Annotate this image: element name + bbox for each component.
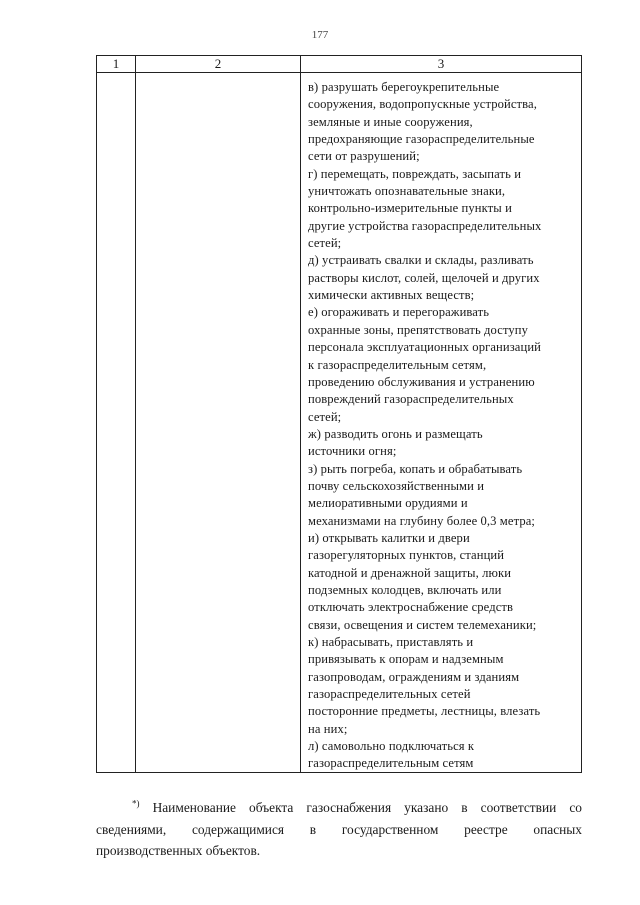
column-3-line: и) открывать калитки и двери [308, 530, 470, 545]
requirements-table [96, 55, 582, 773]
column-3-line: газопроводам, ограждениям и зданиям [308, 669, 520, 684]
column-3-line: газораспределительных сетей [308, 687, 471, 702]
column-3-line: е) огораживать и перегораживать [308, 305, 490, 320]
column-3-line: повреждений газораспределительных [308, 392, 514, 407]
column-3-line: к газораспределительным сетям, [308, 357, 487, 372]
column-3-line: сооружения, водопропускные устройства, [308, 97, 537, 112]
column-3-line: привязывать к опорам и надземным [308, 652, 504, 667]
page-number: 177 [311, 29, 329, 41]
column-3-line: газораспределительным сетям [308, 756, 474, 771]
footnote-text-1: Наименование объекта газоснабжения указано в соответствии со [152, 800, 582, 815]
column-3-line: з) рыть погреба, копать и обрабатывать [308, 461, 523, 476]
column-3-line: земляные и иные сооружения, [308, 114, 473, 129]
column-3-line: уничтожать опознавательные знаки, [308, 184, 506, 199]
column-3-line: подземных колодцев, включать или [308, 582, 502, 597]
column-3-line: газорегуляторных пунктов, станций [308, 548, 505, 563]
footnote [96, 797, 582, 862]
column-3-line: источники огня; [308, 444, 397, 459]
footnote-line-3: производственных объектов. [96, 843, 261, 858]
column-3-line: посторонние предметы, лестницы, влезать [308, 704, 541, 719]
column-3-line: механизмами на глубину более 0,3 метра; [308, 513, 536, 528]
column-3-line: сетей; [308, 236, 342, 251]
column-3-text [308, 79, 580, 773]
column-3-line: растворы кислот, солей, щелочей и других [308, 270, 540, 285]
column-3-line: на них; [308, 721, 348, 736]
footnote-marker: *) [132, 798, 140, 809]
column-3-line: персонала эксплуатационных организаций [308, 340, 542, 355]
column-3-line: к) набрасывать, приставлять и [308, 635, 474, 649]
column-3-line: охранные зоны, препятствовать доступу [308, 322, 529, 337]
column-3-line: связи, освещения и систем телемеханики; [308, 617, 537, 632]
column-3-line: катодной и дренажной защиты, люки [308, 565, 512, 580]
column-3-line: предохраняющие газораспределительные [308, 132, 535, 147]
column-3-line: почву сельскохозяйственными и [308, 478, 485, 493]
column-3-line: другие устройства газораспределительных [308, 218, 542, 233]
column-3-line: д) устраивать свалки и склады, разливать [308, 253, 534, 268]
column-divider-1 [135, 56, 136, 772]
column-3-line: проведению обслуживания и устранению [308, 374, 535, 389]
footnote-line-1 [96, 797, 582, 819]
column-3-line: в) разрушать берегоукрепительные [308, 80, 500, 94]
column-header-2: 2 [214, 56, 222, 71]
column-3-line: отключать электроснабжение средств [308, 600, 514, 615]
column-divider-2 [300, 56, 301, 772]
column-3-line: г) перемещать, повреждать, засыпать и [308, 166, 522, 181]
column-3-line: л) самовольно подключаться к [308, 739, 475, 754]
footnote-line-2: сведениями, содержащимися в государственном реестре опасных [96, 821, 582, 837]
column-3-line: мелиоративными орудиями и [308, 496, 468, 511]
column-3-line: контрольно-измерительные пункты и [308, 201, 512, 216]
column-header-3: 3 [437, 56, 445, 71]
column-header-1: 1 [112, 56, 120, 71]
column-3-line: ж) разводить огонь и размещать [308, 426, 483, 441]
column-3-line: сетей; [308, 409, 342, 424]
header-divider [97, 72, 581, 73]
column-3-line: сети от разрушений; [308, 149, 420, 164]
column-3-line: химически активных веществ; [308, 288, 475, 303]
